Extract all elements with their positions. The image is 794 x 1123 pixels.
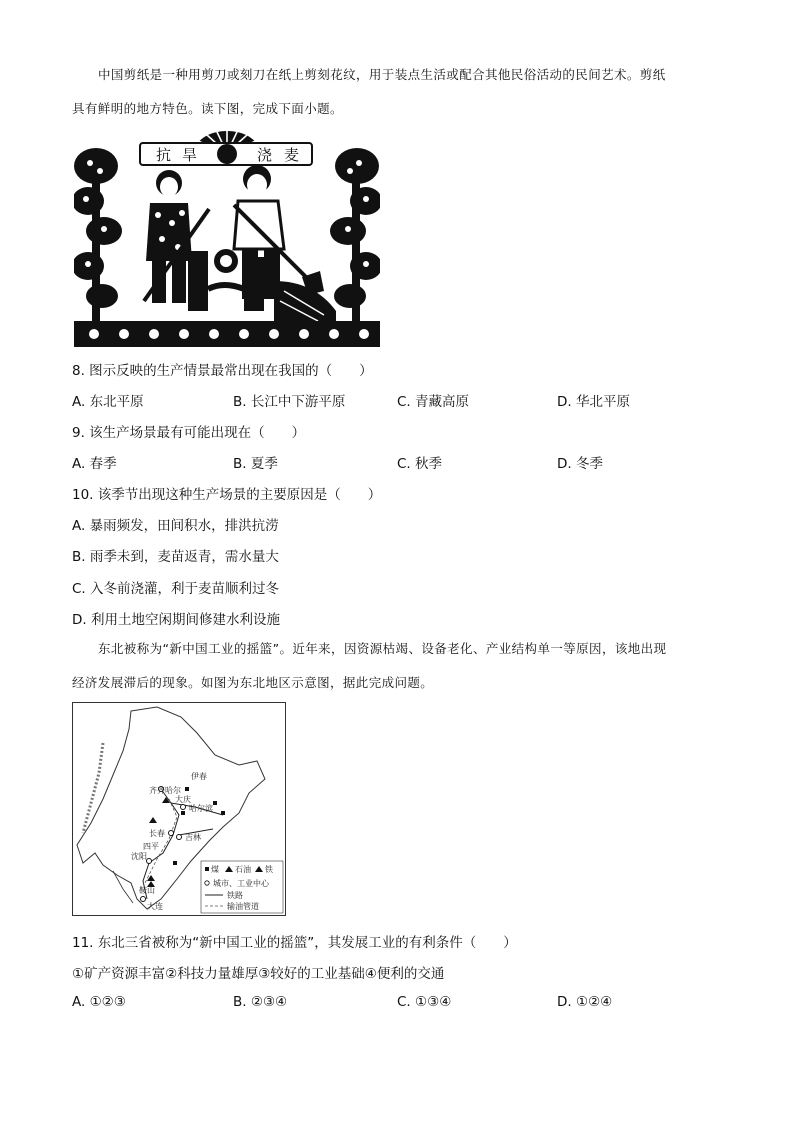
q9-option-c[interactable]: C. 秋季 xyxy=(397,456,443,472)
q10-option-c[interactable]: C. 入冬前浇灌，利于麦苗顺利过冬 xyxy=(72,581,280,597)
city-label-jilin: 吉林 xyxy=(185,833,201,842)
ground-border xyxy=(74,321,380,347)
q8-option-b[interactable]: B. 长江中下游平原 xyxy=(233,394,346,410)
banner-char-2: 旱 xyxy=(182,146,198,164)
legend-city: 城市、工业中心 xyxy=(213,879,269,888)
northeast-map-svg xyxy=(73,703,285,915)
city-label-anshan: 鞍山 xyxy=(139,886,155,895)
q9-option-b[interactable]: B. 夏季 xyxy=(233,456,278,472)
city-label-dalian: 大连 xyxy=(147,902,163,911)
legend-railway: 铁路 xyxy=(227,891,243,900)
legend-oil: 石油 xyxy=(235,865,251,874)
city-label-siping: 四平 xyxy=(143,842,159,851)
question-10-stem: 10. 该季节出现这种生产场景的主要原因是（ ） xyxy=(72,487,382,503)
banner-char-4: 麦 xyxy=(284,146,300,164)
q8-option-d[interactable]: D. 华北平原 xyxy=(557,394,630,410)
city-label-qiqihar: 齐齐哈尔 xyxy=(149,786,181,795)
question-11-conditions: ①矿产资源丰富②科技力量雄厚③较好的工业基础④便利的交通 xyxy=(72,966,445,982)
q11-option-c[interactable]: C. ①③④ xyxy=(397,994,452,1010)
banner-char-1: 抗 xyxy=(156,146,172,164)
northeast-map xyxy=(72,702,286,916)
intro-line-2: 具有鲜明的地方特色。读下图，完成下面小题。 xyxy=(72,101,343,116)
q9-option-d[interactable]: D. 冬季 xyxy=(557,456,603,472)
q9-option-a[interactable]: A. 春季 xyxy=(72,456,117,472)
intro-line-1: 中国剪纸是一种用剪刀或刻刀在纸上剪刻花纹，用于装点生活或配合其他民俗活动的民间艺术。剪纸 xyxy=(98,67,666,82)
question-9-stem: 9. 该生产场景最有可能出现在（ ） xyxy=(72,425,306,441)
city-label-changchun: 长春 xyxy=(149,829,165,838)
banner xyxy=(140,143,312,165)
q8-option-c[interactable]: C. 青藏高原 xyxy=(397,394,470,410)
intro-paragraph-northeast xyxy=(72,632,724,700)
map-legend xyxy=(201,861,283,913)
city-label-shenyang: 沈阳 xyxy=(131,852,147,861)
city-label-yichun: 伊春 xyxy=(191,772,207,781)
intro-paragraph-papercut xyxy=(72,58,724,126)
papercut-illustration xyxy=(74,131,380,347)
legend-coal: 煤 xyxy=(211,865,219,874)
city-label-harbin: 哈尔滨 xyxy=(189,804,213,813)
q10-option-d[interactable]: D. 利用土地空闲期间修建水利设施 xyxy=(72,612,280,628)
city-label-daqing: 大庆 xyxy=(175,795,191,804)
intro2-line-2: 经济发展滞后的现象。如图为东北地区示意图，据此完成问题。 xyxy=(72,675,434,690)
q10-option-b[interactable]: B. 雨季未到，麦苗返青，需水量大 xyxy=(72,549,279,565)
intro2-line-1: 东北被称为“新中国工业的摇篮”。近年来，因资源枯竭、设备老化、产业结构单一等原因，该地出现 xyxy=(98,641,667,656)
legend-pipeline: 输油管道 xyxy=(227,902,259,911)
q11-option-a[interactable]: A. ①②③ xyxy=(72,994,126,1010)
q11-option-d[interactable]: D. ①②④ xyxy=(557,994,613,1010)
q8-option-a[interactable]: A. 东北平原 xyxy=(72,394,144,410)
q11-option-b[interactable]: B. ②③④ xyxy=(233,994,288,1010)
question-8-stem: 8. 图示反映的生产情景最常出现在我国的（ ） xyxy=(72,363,373,379)
q10-option-a[interactable]: A. 暴雨频发，田间积水，排洪抗涝 xyxy=(72,518,279,534)
legend-iron: 铁 xyxy=(265,865,273,874)
question-11-stem: 11. 东北三省被称为“新中国工业的摇篮”，其发展工业的有利条件（ ） xyxy=(72,935,517,951)
banner-char-3: 浇 xyxy=(257,146,273,164)
